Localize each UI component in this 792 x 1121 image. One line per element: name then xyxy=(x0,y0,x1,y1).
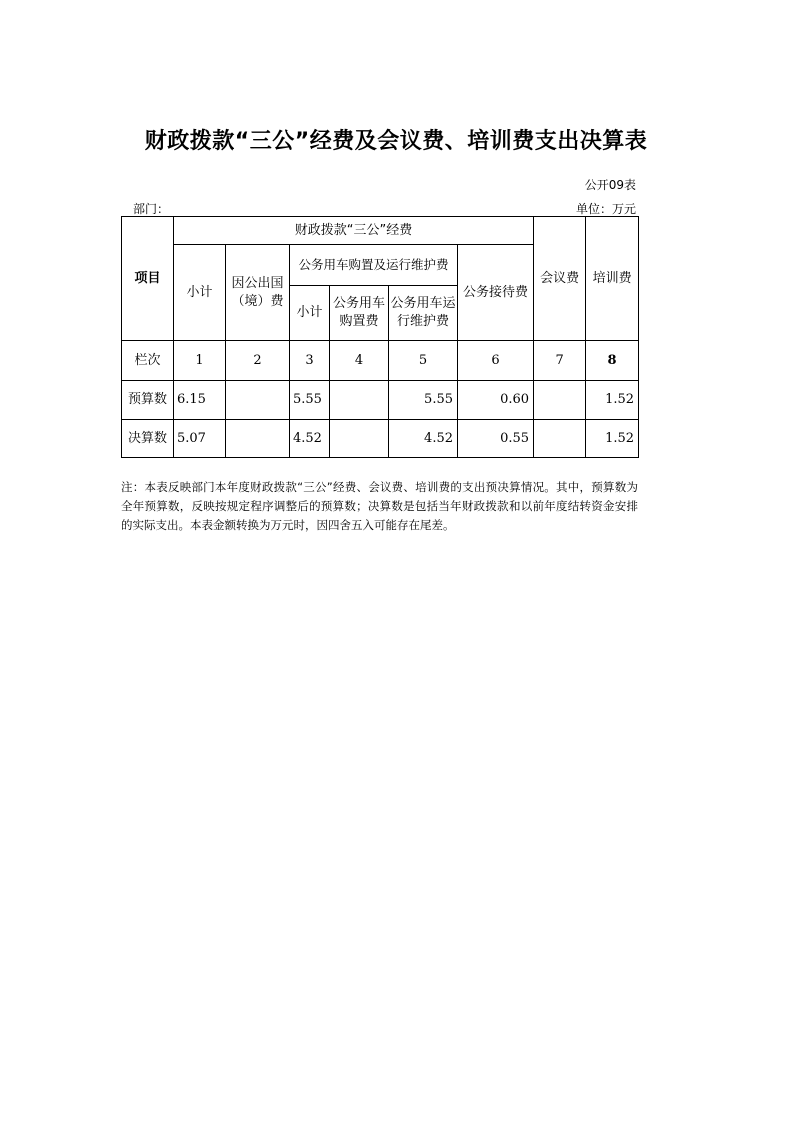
form-number: 公开09表 xyxy=(584,178,636,192)
cell-abroad xyxy=(226,381,290,420)
unit-label: 单位：万元 xyxy=(575,202,636,216)
cell-vehicle-purchase xyxy=(330,420,389,458)
department-label: 部门： xyxy=(133,202,170,216)
cell-abroad xyxy=(226,420,290,458)
header-subtotal: 小计 xyxy=(174,245,226,341)
row-label: 栏次 xyxy=(122,341,174,381)
col-num: 1 xyxy=(174,341,226,381)
cell-training: 1.52 xyxy=(586,420,639,458)
cell-reception: 0.55 xyxy=(458,420,534,458)
col-num: 7 xyxy=(534,341,586,381)
cell-training: 1.52 xyxy=(586,381,639,420)
col-num: 5 xyxy=(389,341,458,381)
col-num: 2 xyxy=(226,341,290,381)
header-vehicle-maint: 公务用车运行维护费 xyxy=(389,286,458,341)
expenditure-table xyxy=(121,216,639,458)
page-title: 财政拨款“三公”经费及会议费、培训费支出决算表 xyxy=(144,129,648,154)
cell-meeting xyxy=(534,420,586,458)
cell-meeting xyxy=(534,381,586,420)
col-num: 8 xyxy=(586,341,639,381)
table-row xyxy=(122,381,639,420)
cell-vehicle-maint: 5.55 xyxy=(389,381,458,420)
cell-subtotal: 6.15 xyxy=(174,381,226,420)
table-row xyxy=(122,420,639,458)
footnote: 注：本表反映部门本年度财政拨款“三公”经费、会议费、培训费的支出预决算情况。其中，预算数为全年预算数，反映按规定程序调整后的预算数；决算数是包括当年财政拨款和以前年度结转资金安排的实际支出。本表金额转换为万元时，因四舍五入可能存在尾差。 xyxy=(121,480,638,532)
row-label: 决算数 xyxy=(122,420,174,458)
cell-reception: 0.60 xyxy=(458,381,534,420)
cell-vehicle-purchase xyxy=(330,381,389,420)
header-sangong: 财政拨款“三公”经费 xyxy=(174,217,534,245)
header-training: 培训费 xyxy=(586,217,639,341)
cell-vehicle-maint: 4.52 xyxy=(389,420,458,458)
header-vehicle-purchase: 公务用车购置费 xyxy=(330,286,389,341)
col-num: 6 xyxy=(458,341,534,381)
cell-subtotal: 5.07 xyxy=(174,420,226,458)
col-num: 4 xyxy=(330,341,389,381)
cell-vehicle-subtotal: 4.52 xyxy=(290,420,330,458)
header-meeting: 会议费 xyxy=(534,217,586,341)
header-reception: 公务接待费 xyxy=(458,245,534,341)
header-item: 项目 xyxy=(122,217,174,341)
header-vehicle: 公务用车购置及运行维护费 xyxy=(290,245,458,286)
row-label: 预算数 xyxy=(122,381,174,420)
col-num: 3 xyxy=(290,341,330,381)
header-vehicle-subtotal: 小计 xyxy=(290,286,330,341)
cell-vehicle-subtotal: 5.55 xyxy=(290,381,330,420)
header-abroad: 因公出国（境）费 xyxy=(226,245,290,341)
table-row xyxy=(122,341,639,381)
